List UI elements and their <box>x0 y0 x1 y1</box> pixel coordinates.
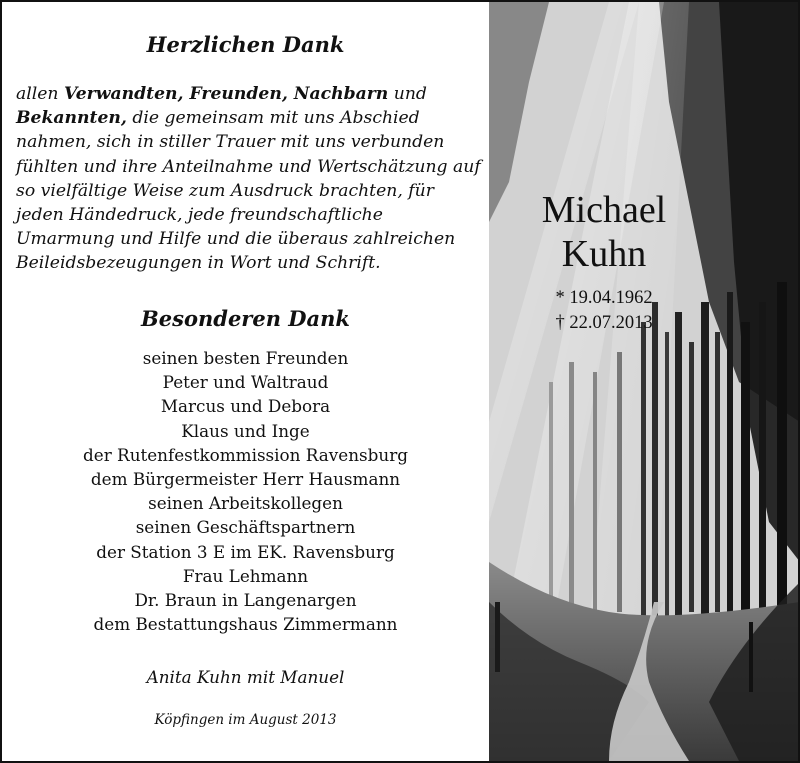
thanks-line: seinen Arbeitskollegen <box>148 493 343 514</box>
thanks-line: der Rutenfestkommission Ravensburg <box>83 444 408 465</box>
forest-path-sunrays-photo <box>489 2 800 761</box>
heading-herzlichen-dank: Herzlichen Dank <box>146 32 345 57</box>
thanks-line: Frau Lehmann <box>182 565 309 586</box>
life-dates <box>489 286 719 336</box>
intro-paragraph <box>16 82 486 276</box>
place-and-date: Köpfingen im August 2013 <box>154 712 337 728</box>
death-date: † 22.07.2013 <box>555 313 653 333</box>
thanks-list <box>2 346 489 636</box>
thanks-line: dem Bürgermeister Herr Hausmann <box>90 469 401 490</box>
intro-text-3: die gemeinsam mit uns Abschied nahmen, sich in stiller Trauer mit uns verbunden fühlten und ihre Anteilnahme und Wertschätzung auf so vielfältige Weise zum Ausdruck brachten, für jeden Händedruck, jede freundschaftliche Umarmung und Hilfe und die überaus zahlreichen Beileidsbezeugungen in Wort und Schrift. <box>16 108 481 274</box>
signature: Anita Kuhn mit Manuel <box>146 667 345 687</box>
forest-photo-panel <box>489 2 800 761</box>
last-name: Kuhn <box>561 233 647 275</box>
thanks-line: dem Bestattungshaus Zimmermann <box>93 614 398 635</box>
thanks-line: Marcus und Debora <box>160 396 331 417</box>
thanks-line: Dr. Braun in Langenargen <box>134 590 357 611</box>
intro-text-1: allen <box>16 84 64 104</box>
intro-bold-1: Verwandten, Freunden, Nachbarn <box>63 84 389 104</box>
thanks-line: seinen besten Freunden <box>142 348 349 368</box>
intro-text-2: und <box>388 84 427 104</box>
birth-date: * 19.04.1962 <box>555 288 653 308</box>
thanks-line: Klaus und Inge <box>181 420 310 441</box>
intro-bold-2: Bekannten, <box>16 108 127 129</box>
deceased-name <box>489 188 719 276</box>
heading-besonderen-dank: Besonderen Dank <box>141 306 350 331</box>
thanks-line: Peter und Waltraud <box>162 372 329 393</box>
thanks-column <box>2 2 489 761</box>
first-name: Michael <box>541 189 667 231</box>
thanks-line: der Station 3 E im EK. Ravensburg <box>96 541 395 562</box>
thanks-line: seinen Geschäftspartnern <box>135 517 356 538</box>
